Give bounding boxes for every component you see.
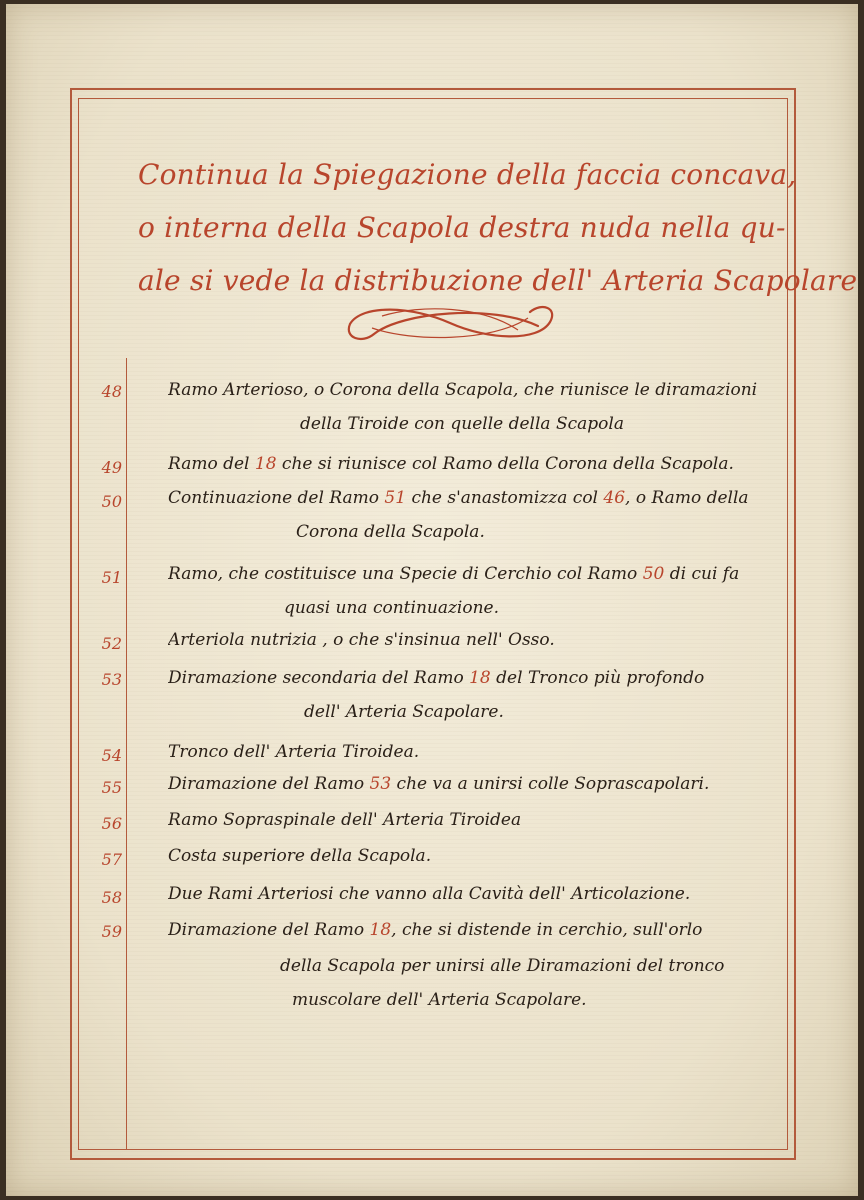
entry-text-part: Diramazione del Ramo (168, 920, 370, 940)
entry-number: 51 (101, 568, 122, 587)
entry-text-part: che va a unirsi colle Soprascapolari. (391, 774, 710, 794)
cross-reference: 51 (384, 488, 407, 508)
cross-reference: 18 (254, 454, 277, 474)
entry-text: Tronco dell' Arteria Tiroidea. (168, 742, 420, 762)
entry-text: Costa superiore della Scapola. (168, 846, 432, 866)
entry-text-part: Continuazione del Ramo (168, 488, 385, 508)
entry-number: 58 (101, 888, 122, 907)
entry-text (168, 668, 788, 688)
page-title (138, 148, 858, 307)
entry-number: 56 (101, 814, 122, 833)
title-line-2: o interna della Scapola destra nuda nella qu- (138, 211, 786, 244)
entry-text: Due Rami Arteriosi che vanno alla Cavità dell' Articolazione. (168, 884, 691, 904)
entry-continuation: della Scapola per unirsi alle Diramazioni del tronco (280, 956, 725, 976)
entry-continuation: Corona della Scapola. (296, 522, 485, 542)
entry-text-part: , o Ramo della (625, 488, 749, 508)
entry-number: 52 (101, 634, 122, 653)
manuscript-page (6, 4, 858, 1196)
entry-text (168, 920, 788, 940)
entry-number: 59 (101, 922, 122, 941)
entry-text (168, 564, 788, 584)
entry-text-part: Ramo, che costituisce una Specie di Cerchio col Ramo (168, 564, 643, 584)
entry-text-part: che si riunisce col Ramo della Corona della Scapola. (276, 454, 734, 474)
entry-number: 54 (101, 746, 122, 765)
entry-number: 50 (101, 492, 122, 511)
entry-number: 48 (101, 382, 122, 401)
entry-text-part: di cui fa (664, 564, 740, 584)
title-line-1: Continua la Spiegazione della faccia concava, (138, 158, 797, 191)
entry-continuation: dell' Arteria Scapolare. (304, 702, 504, 722)
entry-continuation: muscolare dell' Arteria Scapolare. (292, 990, 587, 1010)
cross-reference: 18 (469, 668, 491, 688)
entry-text-part: Diramazione secondaria del Ramo (168, 668, 470, 688)
calligraphic-flourish-icon (342, 298, 558, 348)
entry-text-part: del Tronco più profondo (490, 668, 705, 688)
entry-number: 55 (101, 778, 122, 797)
entry-text: Arteriola nutrizia , o che s'insinua nell' Osso. (168, 630, 555, 650)
entry-text (168, 454, 788, 474)
margin-rule (126, 358, 127, 1150)
cross-reference: 50 (642, 564, 665, 584)
entry-number: 57 (101, 850, 122, 869)
cross-reference: 18 (369, 920, 392, 940)
cross-reference: 53 (369, 774, 392, 794)
entry-text: Ramo Sopraspinale dell' Arteria Tiroidea (168, 810, 522, 830)
entry-text-part: Diramazione del Ramo (168, 774, 370, 794)
entry-continuation: quasi una continuazione. (284, 598, 500, 618)
entry-text-part: , che si distende in cerchio, sull'orlo (391, 920, 703, 940)
entry-text-part: Ramo del (168, 454, 255, 474)
entry-text-part: che s'anastomizza col (406, 488, 604, 508)
entry-number: 53 (101, 670, 122, 689)
entry-text (168, 488, 788, 508)
title-line-3: ale si vede la distribuzione dell' Arteria Scapolare (138, 264, 858, 297)
cross-reference: 46 (603, 488, 626, 508)
entry-number: 49 (101, 458, 122, 477)
entry-text: Ramo Arterioso, o Corona della Scapola, che riunisce le diramazioni (168, 380, 758, 400)
entry-text (168, 774, 788, 794)
entry-continuation: della Tiroide con quelle della Scapola (300, 414, 624, 434)
